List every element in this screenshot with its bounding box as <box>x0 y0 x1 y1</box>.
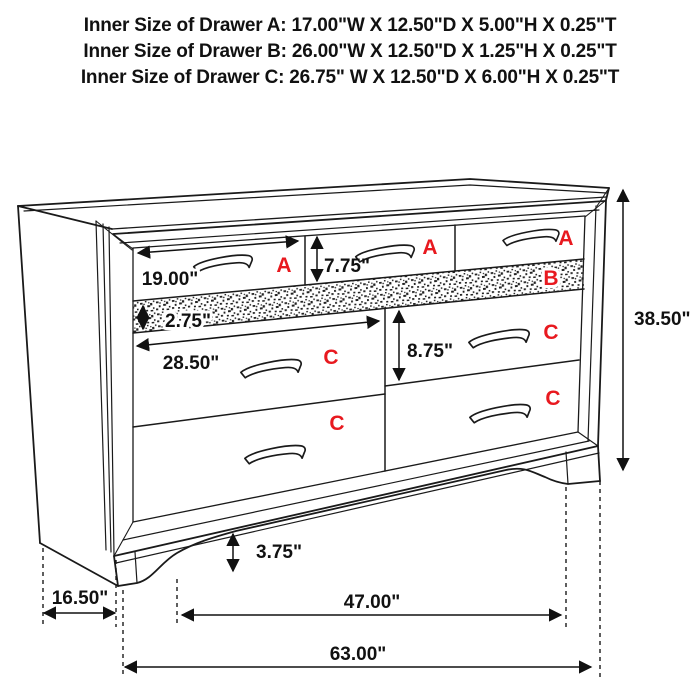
dim-label-drawer-a-width: 19.00" <box>141 269 199 290</box>
drawer-handle-icon <box>240 359 302 379</box>
drawer-handle-icon <box>469 404 531 424</box>
header-line-drawer-c: Inner Size of Drawer C: 26.75" W X 12.50"D X 6.00"H X 0.25"T <box>80 67 620 88</box>
dim-label-leg-span: 47.00" <box>343 592 401 613</box>
dim-drawer-a-width <box>138 241 298 253</box>
drawer-handle-icon <box>502 229 559 246</box>
dim-label-overall-height: 38.50" <box>634 309 691 330</box>
dim-label-overall-width: 63.00" <box>329 644 387 665</box>
dim-label-side-depth: 16.50" <box>51 588 109 609</box>
drawer-label-a1: A <box>276 254 292 277</box>
drawer-label-c-right-bottom: C <box>545 387 561 410</box>
header-line-drawer-b: Inner Size of Drawer B: 26.00"W X 12.50"D X 1.25"H X 0.25"T <box>83 41 617 62</box>
drawer-label-c-right-top: C <box>543 321 559 344</box>
drawer-label-a2: A <box>422 236 438 259</box>
drawer-handle-icon <box>244 445 306 465</box>
drawer-handle-icon <box>193 254 253 272</box>
dim-label-drawer-c-front-height: 8.75" <box>407 341 453 362</box>
dim-label-drawer-a-front-height: 7.75" <box>324 256 370 277</box>
drawer-label-b: B <box>543 267 559 290</box>
drawer-handle-icon <box>468 329 530 349</box>
drawer-label-c-left-bottom: C <box>329 412 345 435</box>
dim-label-drawer-c-width: 28.50" <box>162 353 220 374</box>
header-line-drawer-a: Inner Size of Drawer A: 17.00"W X 12.50"D X 5.00"H X 0.25"T <box>83 15 617 36</box>
drawer-label-c-left-top: C <box>323 346 339 369</box>
dim-label-base-height: 3.75" <box>256 542 302 563</box>
drawer-label-a3: A <box>558 227 574 250</box>
drawer-handles <box>193 229 559 464</box>
dim-label-drawer-b-front-height: 2.75" <box>165 311 211 332</box>
